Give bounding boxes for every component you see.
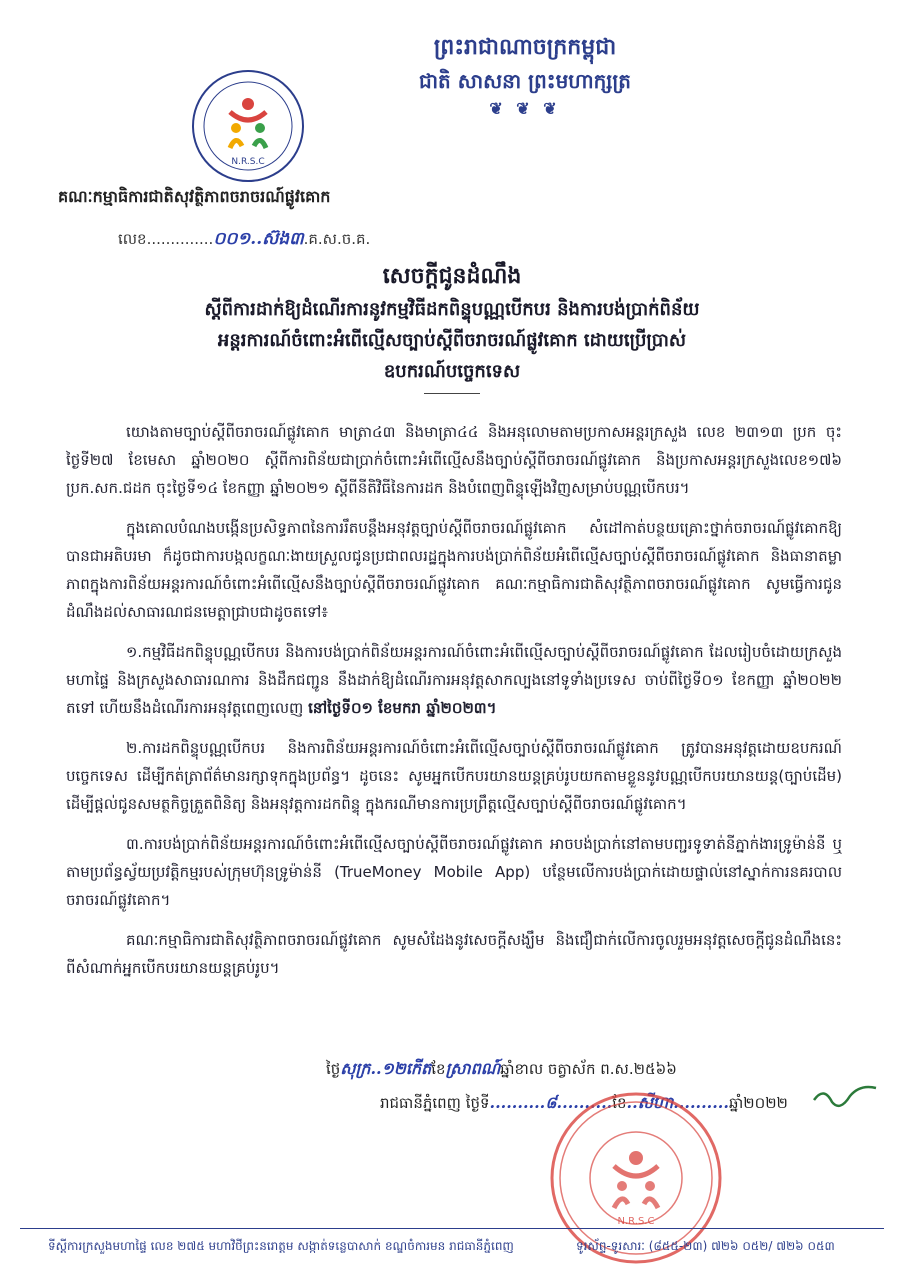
notice-body — [66, 418, 842, 994]
reference-prefix: លេខ.............. — [118, 230, 214, 248]
paragraph-item-1 — [66, 638, 842, 722]
paragraph-item-3: ៣.ការបង់ប្រាក់ពិន័យអន្តរការណ៍ចំពោះអំពើល្មើសច្បាប់ស្តីពីចរាចរណ៍ផ្លូវគោក អាចបង់ប្រាក់នៅតាមបញ្ជរទូទាត់នីភ្នាក់ងារទ្រូម៉ាន់នី ឬ តាមប្រព័ន្ធស្វ័យប្រវត្តិកម្មរបស់ក្រុមហ៊ុនទ្រូម៉ាន់នី (TrueMoney Mobile App) បន្ថែមលើការបង់ប្រាក់ដោយផ្ទាល់នៅស្នាក់ការនគរបាលចរាចរណ៍ផ្លូវគោក។ — [66, 835, 842, 909]
reference-handwritten-number: ០០១ — [213, 229, 251, 249]
lunar-prefix: ថ្ងៃ — [326, 1060, 341, 1078]
notice-title — [120, 258, 784, 394]
paragraph-purpose: ក្នុងគោលបំណងបង្កើនប្រសិទ្ធភាពនៃការរឹតបន្តឹងអនុវត្តច្បាប់ស្តីពីចរាចរណ៍ផ្លូវគោក សំដៅកាត់បន្ថយគ្រោះថ្នាក់ចរាចរណ៍ផ្លូវគោកឱ្យបានជាអតិបរមា ក៏ដូចជាការបង្កលក្ខណៈងាយស្រួលជូនប្រជាពលរដ្ឋក្នុងការបង់ប្រាក់ពិន័យអំពើល្មើសច្បាប់ស្តីពីចរាចរណ៍ផ្លូវគោក និងធានាតម្លាភាពក្នុងការពិន័យអន្តរការណ៍ចំពោះអំពើល្មើសនឹងច្បាប់ស្តីពីចរាចរណ៍ផ្លូវគោក គណៈកម្មាធិការជាតិសុវត្ថិភាពចរាចរណ៍ផ្លូវគោក សូមធ្វើការជូនដំណឹងដល់សាធារណជនមេត្តាជ្រាបជាដូចតទៅ៖ — [66, 519, 842, 621]
ornament-divider: ❦ ❦ ❦ — [489, 99, 561, 118]
title-divider — [424, 393, 480, 394]
solar-month-handwritten: ..សីហា.......... — [626, 1093, 729, 1112]
nrsc-logo — [190, 68, 306, 184]
paragraph-item-2: ២.ការដកពិន្ទុបណ្ណបើកបរ និងការពិន័យអន្តរការណ៍ចំពោះអំពើល្មើសច្បាប់ស្តីពីចរាចរណ៍ផ្លូវគោក ត្រូវបានអនុវត្តដោយឧបករណ៍បច្ចេកទេស ដើម្បីកត់ត្រាព័ត៌មានរក្សាទុកក្នុងប្រព័ន្ធ។ ដូចនេះ សូមអ្នកបើកបរយានយន្តគ្រប់រូបយកតាមខ្លួននូវបណ្ណបើកបរយានយន្ត(ច្បាប់ដើម) ដើម្បីផ្ដល់ជូនសមត្ថកិច្ចត្រួតពិនិត្យ និងអនុវត្តការដកពិន្ទុ ក្នុងករណីមានការប្រព្រឹត្តល្មើសច្បាប់ស្តីពីចរាចរណ៍ផ្លូវគោក។ — [66, 739, 842, 813]
signature-mark — [810, 1078, 880, 1114]
seal-text: N.R.S.C — [617, 1216, 655, 1227]
lunar-month-label: ខែ — [431, 1060, 446, 1078]
lunar-day-handwritten: សុក្រ..១២កើត — [340, 1059, 432, 1078]
paragraph-closing: គណៈកម្មាធិការជាតិសុវត្ថិភាពចរាចរណ៍ផ្លូវគោក សូមសំដែងនូវសេចក្ដីសង្ឃឹម និងជឿជាក់លើការចូលរួមអនុវត្តសេចក្ដីជូនដំណឹងនេះ ពីសំណាក់អ្នកបើកបរយានយន្តគ្រប់រូប។ — [66, 931, 842, 977]
title-main: សេចក្ដីជូនដំណឹង — [382, 263, 522, 289]
logo-text: N.R.S.C — [231, 157, 265, 167]
item-1-text: ១.កម្មវិធីដកពិន្ទុបណ្ណបើកបរ និងការបង់ប្រាក់ពិន័យអន្តរការណ៍ចំពោះអំពើល្មើសច្បាប់ស្តីពីចរាចរណ៍ផ្លូវគោក ដែលរៀបចំដោយក្រសួងមហាផ្ទៃ និងក្រសួងសាធារណការ និងដឹកជញ្ជូន នឹងដាក់ឱ្យដំណើរការអនុវត្តសាកល្បងនៅទូទាំងប្រទេស ចាប់ពីថ្ងៃទី០១ ខែកញ្ញា ឆ្នាំ២០២២ តទៅ ហើយនឹងដំណើរការអនុវត្តពេញលេញ — [66, 643, 842, 717]
lunar-year: ឆ្នាំខាល ចត្វាស័ក ព.ស.២៥៦៦ — [500, 1060, 677, 1078]
footer-phone: ទូរស័ព្ទ-ទូរសារៈ (៨៥៥-២៣) ៧២៦ ០៥២/ ៧២៦ ០៥៣ — [576, 1239, 835, 1253]
kingdom-line-1: ព្រះរាជាណាចក្រកម្ពុជា — [433, 34, 617, 60]
footer-address: ទីស្តីការក្រសួងមហាផ្ទៃ លេខ ២៧៥ មហាវិថីព្រះនរោត្តម សង្កាត់ទន្លេបាសាក់ ខណ្ឌចំការមន រាជធានីភ្នំពេញ — [48, 1239, 514, 1253]
item-1-date: នៅថ្ងៃទី០១ ខែមករា ឆ្នាំ២០២៣។ — [308, 699, 497, 717]
solar-month-label: ខែ — [612, 1094, 627, 1112]
reference-suffix: .គ.ស.ច.គ. — [303, 230, 371, 248]
title-sub-line-3: ឧបករណ៍បច្ចេកទេស — [383, 361, 521, 382]
solar-year: ឆ្នាំ២០២២ — [728, 1094, 788, 1112]
lunar-date-line — [326, 1058, 677, 1082]
reference-handwritten-suffix: ..ស៊ង៣ — [250, 229, 304, 249]
paragraph-legal-basis: យោងតាមច្បាប់ស្តីពីចរាចរណ៍ផ្លូវគោក មាត្រា៤៣ និងមាត្រា៤៤ និងអនុលោមតាមប្រកាសអន្តរក្រសួង លេខ ២៣១៣ ប្រក ចុះថ្ងៃទី២៧ ខែមេសា ឆ្នាំ២០២០ ស្តីពីការពិន័យជាប្រាក់ចំពោះអំពើល្មើសនឹងច្បាប់ស្តីពីចរាចរណ៍ផ្លូវគោក និងប្រកាសអន្តរក្រសួងលេខ១៧៦ ប្រក.សក.ជដក ចុះថ្ងៃទី១៤ ខែកញ្ញា ឆ្នាំ២០២១ ស្តីពីនីតិវិធីនៃការដក និងបំពេញពិន្ទុឡើងវិញសម្រាប់បណ្ណបើកបរ។ — [66, 423, 842, 497]
committee-name: គណៈកម្មាធិការជាតិសុវត្ថិភាពចរាចរណ៍ផ្លូវគោក — [58, 187, 331, 206]
title-sub-line-2: អន្តរការណ៍ចំពោះអំពើល្មើសច្បាប់ស្តីពីចរាចរណ៍ផ្លូវគោក ដោយប្រើប្រាស់ — [217, 330, 687, 351]
kingdom-header — [370, 30, 680, 118]
solar-prefix: រាជធានីភ្នំពេញ ថ្ងៃទី — [380, 1094, 490, 1112]
title-sub-line-1: ស្ដីពីការដាក់ឱ្យដំណើរការនូវកម្មវិធីដកពិន្ទុបណ្ណបើកបរ និងការបង់ប្រាក់ពិន័យ — [204, 299, 700, 320]
footer-divider — [20, 1228, 884, 1229]
kingdom-line-2: ជាតិ សាសនា ព្រះមហាក្សត្រ — [419, 69, 631, 93]
reference-number — [118, 228, 370, 253]
lunar-month-handwritten: ស្រាពណ៍ — [445, 1059, 501, 1078]
solar-day-handwritten: ..........៨.......... — [489, 1093, 613, 1112]
